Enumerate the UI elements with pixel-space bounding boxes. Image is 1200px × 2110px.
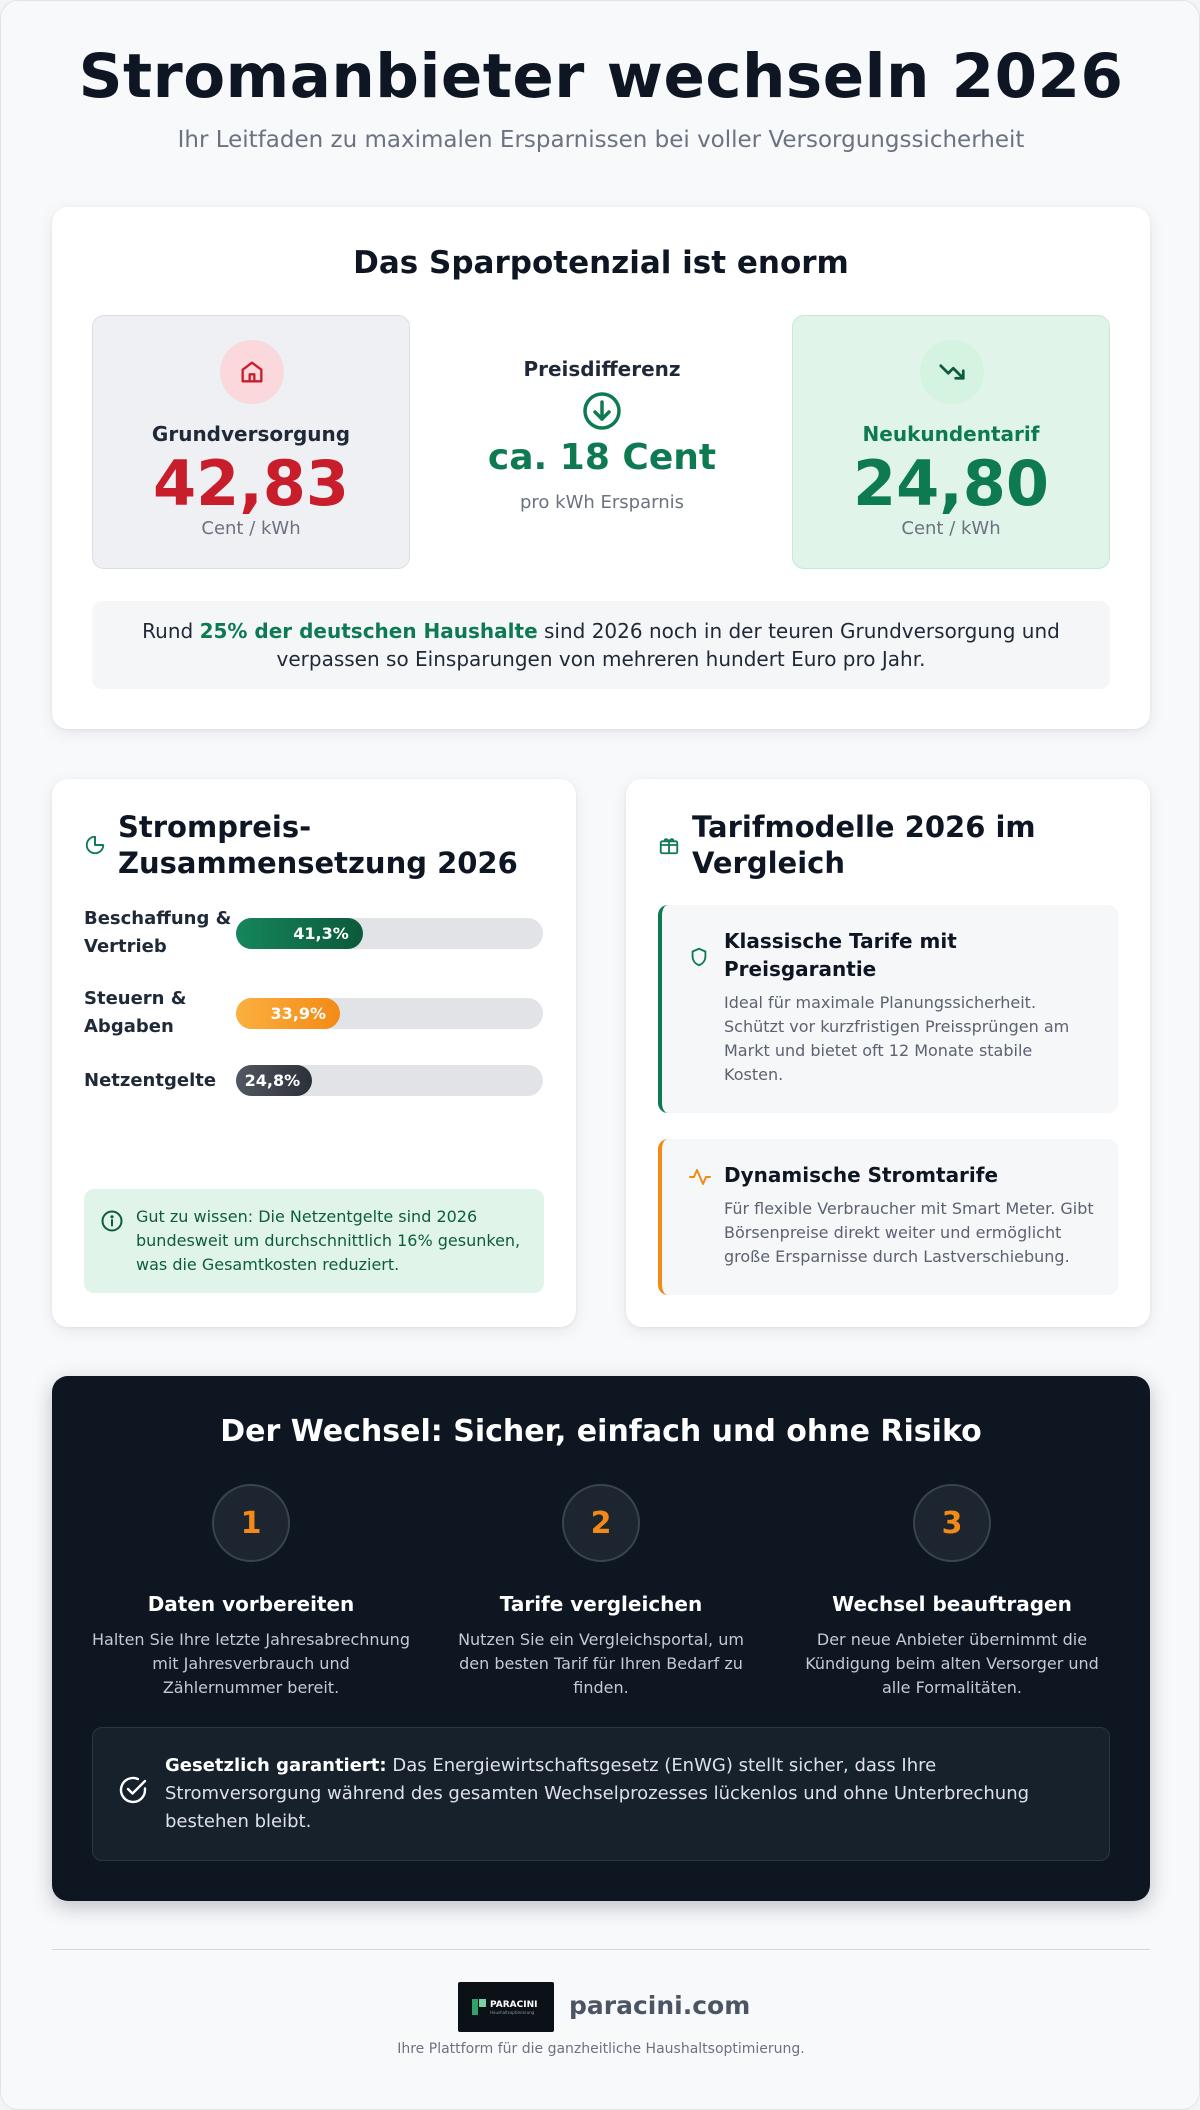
switch-title: Der Wechsel: Sicher, einfach und ohne Risiko [220, 1414, 982, 1449]
composition-title: Strompreis-Zusammensetzung 2026 [118, 810, 518, 880]
new-price-label: Neukundentarif [862, 422, 1040, 446]
composition-track [236, 1065, 543, 1096]
legal-note [92, 1727, 1110, 1861]
step-text: Nutzen Sie ein Vergleichsportal, um den besten Tarif für Ihren Bedarf zu finden. [458, 1630, 744, 1697]
tariff-item-title: Dynamische Stromtarife [724, 1163, 999, 1187]
tariff-item-title: Klassische Tarife mit Preisgarantie [724, 929, 957, 981]
info-text: Gut zu wissen: Die Netzentgelte sind 2026 bundesweit um durchschnittlich 16% gesunken, was die Gesamtkosten reduziert. [136, 1207, 521, 1274]
tariff-card [626, 779, 1150, 1327]
footer-tagline: Ihre Plattform für die ganzheitliche Haushaltsoptimierung. [397, 2041, 805, 2057]
note-highlight: 25% der deutschen Haushalte [199, 619, 538, 643]
legal-body: Das Energiewirtschaftsgesetz (EnWG) stellt sicher, dass Ihre Stromversorgung während des gesamten Wechselprozesses lückenlos und ohne Unterbrechung bestehen bleibt. [165, 1755, 1030, 1832]
switch-step [787, 1484, 1117, 1700]
new-price-box [792, 315, 1110, 569]
composition-fill [236, 1065, 312, 1096]
tariff-item-dynamic [658, 1139, 1118, 1295]
info-icon [100, 1209, 124, 1233]
tariff-item-text: Für flexible Verbraucher mit Smart Meter. Gibt Börsenpreise direkt weiter und ermöglicht große Ersparnisse durch Lastverschiebung. [724, 1199, 1094, 1266]
composition-row [84, 985, 544, 1041]
trending-down-icon [920, 340, 984, 404]
footer-divider [52, 1949, 1150, 1950]
difference-unit: pro kWh Ersparnis [520, 492, 684, 513]
price-difference [452, 357, 752, 513]
composition-fill [236, 918, 363, 949]
composition-fill [236, 998, 340, 1029]
page-title: Stromanbieter wechseln 2026 [78, 41, 1124, 112]
check-circle-icon [117, 1774, 149, 1806]
step-number: 3 [913, 1484, 991, 1562]
step-number: 2 [562, 1484, 640, 1562]
activity-icon [688, 1165, 712, 1189]
legal-text [165, 1752, 1069, 1836]
base-price-label: Grundversorgung [151, 422, 351, 446]
switch-step [436, 1484, 766, 1700]
footer-domain-link[interactable]: paracini.com [569, 1991, 751, 2020]
difference-label: Preisdifferenz [523, 357, 681, 381]
step-text: Der neue Anbieter übernimmt die Kündigung beim alten Versorger und alle Formalitäten. [805, 1630, 1099, 1697]
composition-value: 33,9% [270, 1003, 327, 1023]
gift-box-icon [658, 834, 680, 856]
pie-chart-icon [84, 834, 106, 856]
page-subtitle: Ihr Leitfaden zu maximalen Ersparnissen bei voller Versorgungssicherheit [177, 127, 1025, 153]
composition-label: Steuern & Abgaben [84, 988, 187, 1037]
composition-row [84, 905, 544, 961]
savings-note [92, 601, 1110, 689]
legal-bold: Gesetzlich garantiert: [165, 1755, 387, 1776]
note-suffix: sind 2026 noch in der teuren Grundversorgung und verpassen so Einsparungen von mehreren hundert Euro pro Jahr. [276, 619, 1060, 671]
savings-card [52, 207, 1150, 729]
step-title: Daten vorbereiten [147, 1592, 355, 1616]
composition-label: Netzentgelte [84, 1069, 217, 1091]
arrow-down-circle-icon [582, 391, 622, 431]
note-prefix: Rund [142, 619, 200, 643]
tariff-title: Tarifmodelle 2026 im Vergleich [692, 810, 1036, 880]
composition-value: 41,3% [293, 923, 349, 943]
switch-step [86, 1484, 416, 1700]
home-icon [220, 340, 284, 404]
tariff-header [658, 809, 1128, 881]
step-number: 1 [212, 1484, 290, 1562]
logo-subtext: Haushaltsoptimierung [490, 2009, 535, 2015]
step-text: Halten Sie Ihre letzte Jahresabrechnung mit Jahresverbrauch und Zählernummer bereit. [92, 1630, 410, 1697]
logo-wordmark [490, 2000, 537, 2015]
composition-track [236, 918, 543, 949]
step-title: Wechsel beauftragen [832, 1592, 1072, 1616]
shield-icon [688, 945, 712, 969]
savings-note-text [132, 617, 1070, 673]
tariff-item-fixed [658, 905, 1118, 1113]
base-price-box [92, 315, 410, 569]
composition-value: 24,8% [244, 1071, 301, 1090]
composition-track [236, 998, 543, 1029]
tariff-item-text: Ideal für maximale Planungssicherheit. Schützt vor kurzfristigen Preissprüngen am Markt und bietet oft 12 Monate stabile Kosten. [724, 993, 1070, 1084]
savings-title: Das Sparpotenzial ist enorm [353, 245, 849, 281]
step-title: Tarife vergleichen [499, 1592, 703, 1616]
logo-text: PARACINI [490, 1999, 538, 2010]
composition-label: Beschaffung & Vertrieb [84, 908, 232, 957]
composition-header [84, 809, 554, 881]
composition-card [52, 779, 576, 1327]
composition-row [84, 1065, 544, 1096]
info-box [84, 1189, 544, 1293]
difference-value: ca. 18 Cent [487, 437, 717, 478]
brand-logo[interactable] [458, 1982, 554, 2032]
base-price-unit: Cent / kWh [201, 518, 301, 539]
switch-section [52, 1376, 1150, 1901]
new-price-unit: Cent / kWh [901, 518, 1001, 539]
brand-mark-icon [472, 1999, 486, 2015]
new-price-value: 24,80 [852, 447, 1050, 520]
base-price-value: 42,83 [152, 447, 350, 520]
